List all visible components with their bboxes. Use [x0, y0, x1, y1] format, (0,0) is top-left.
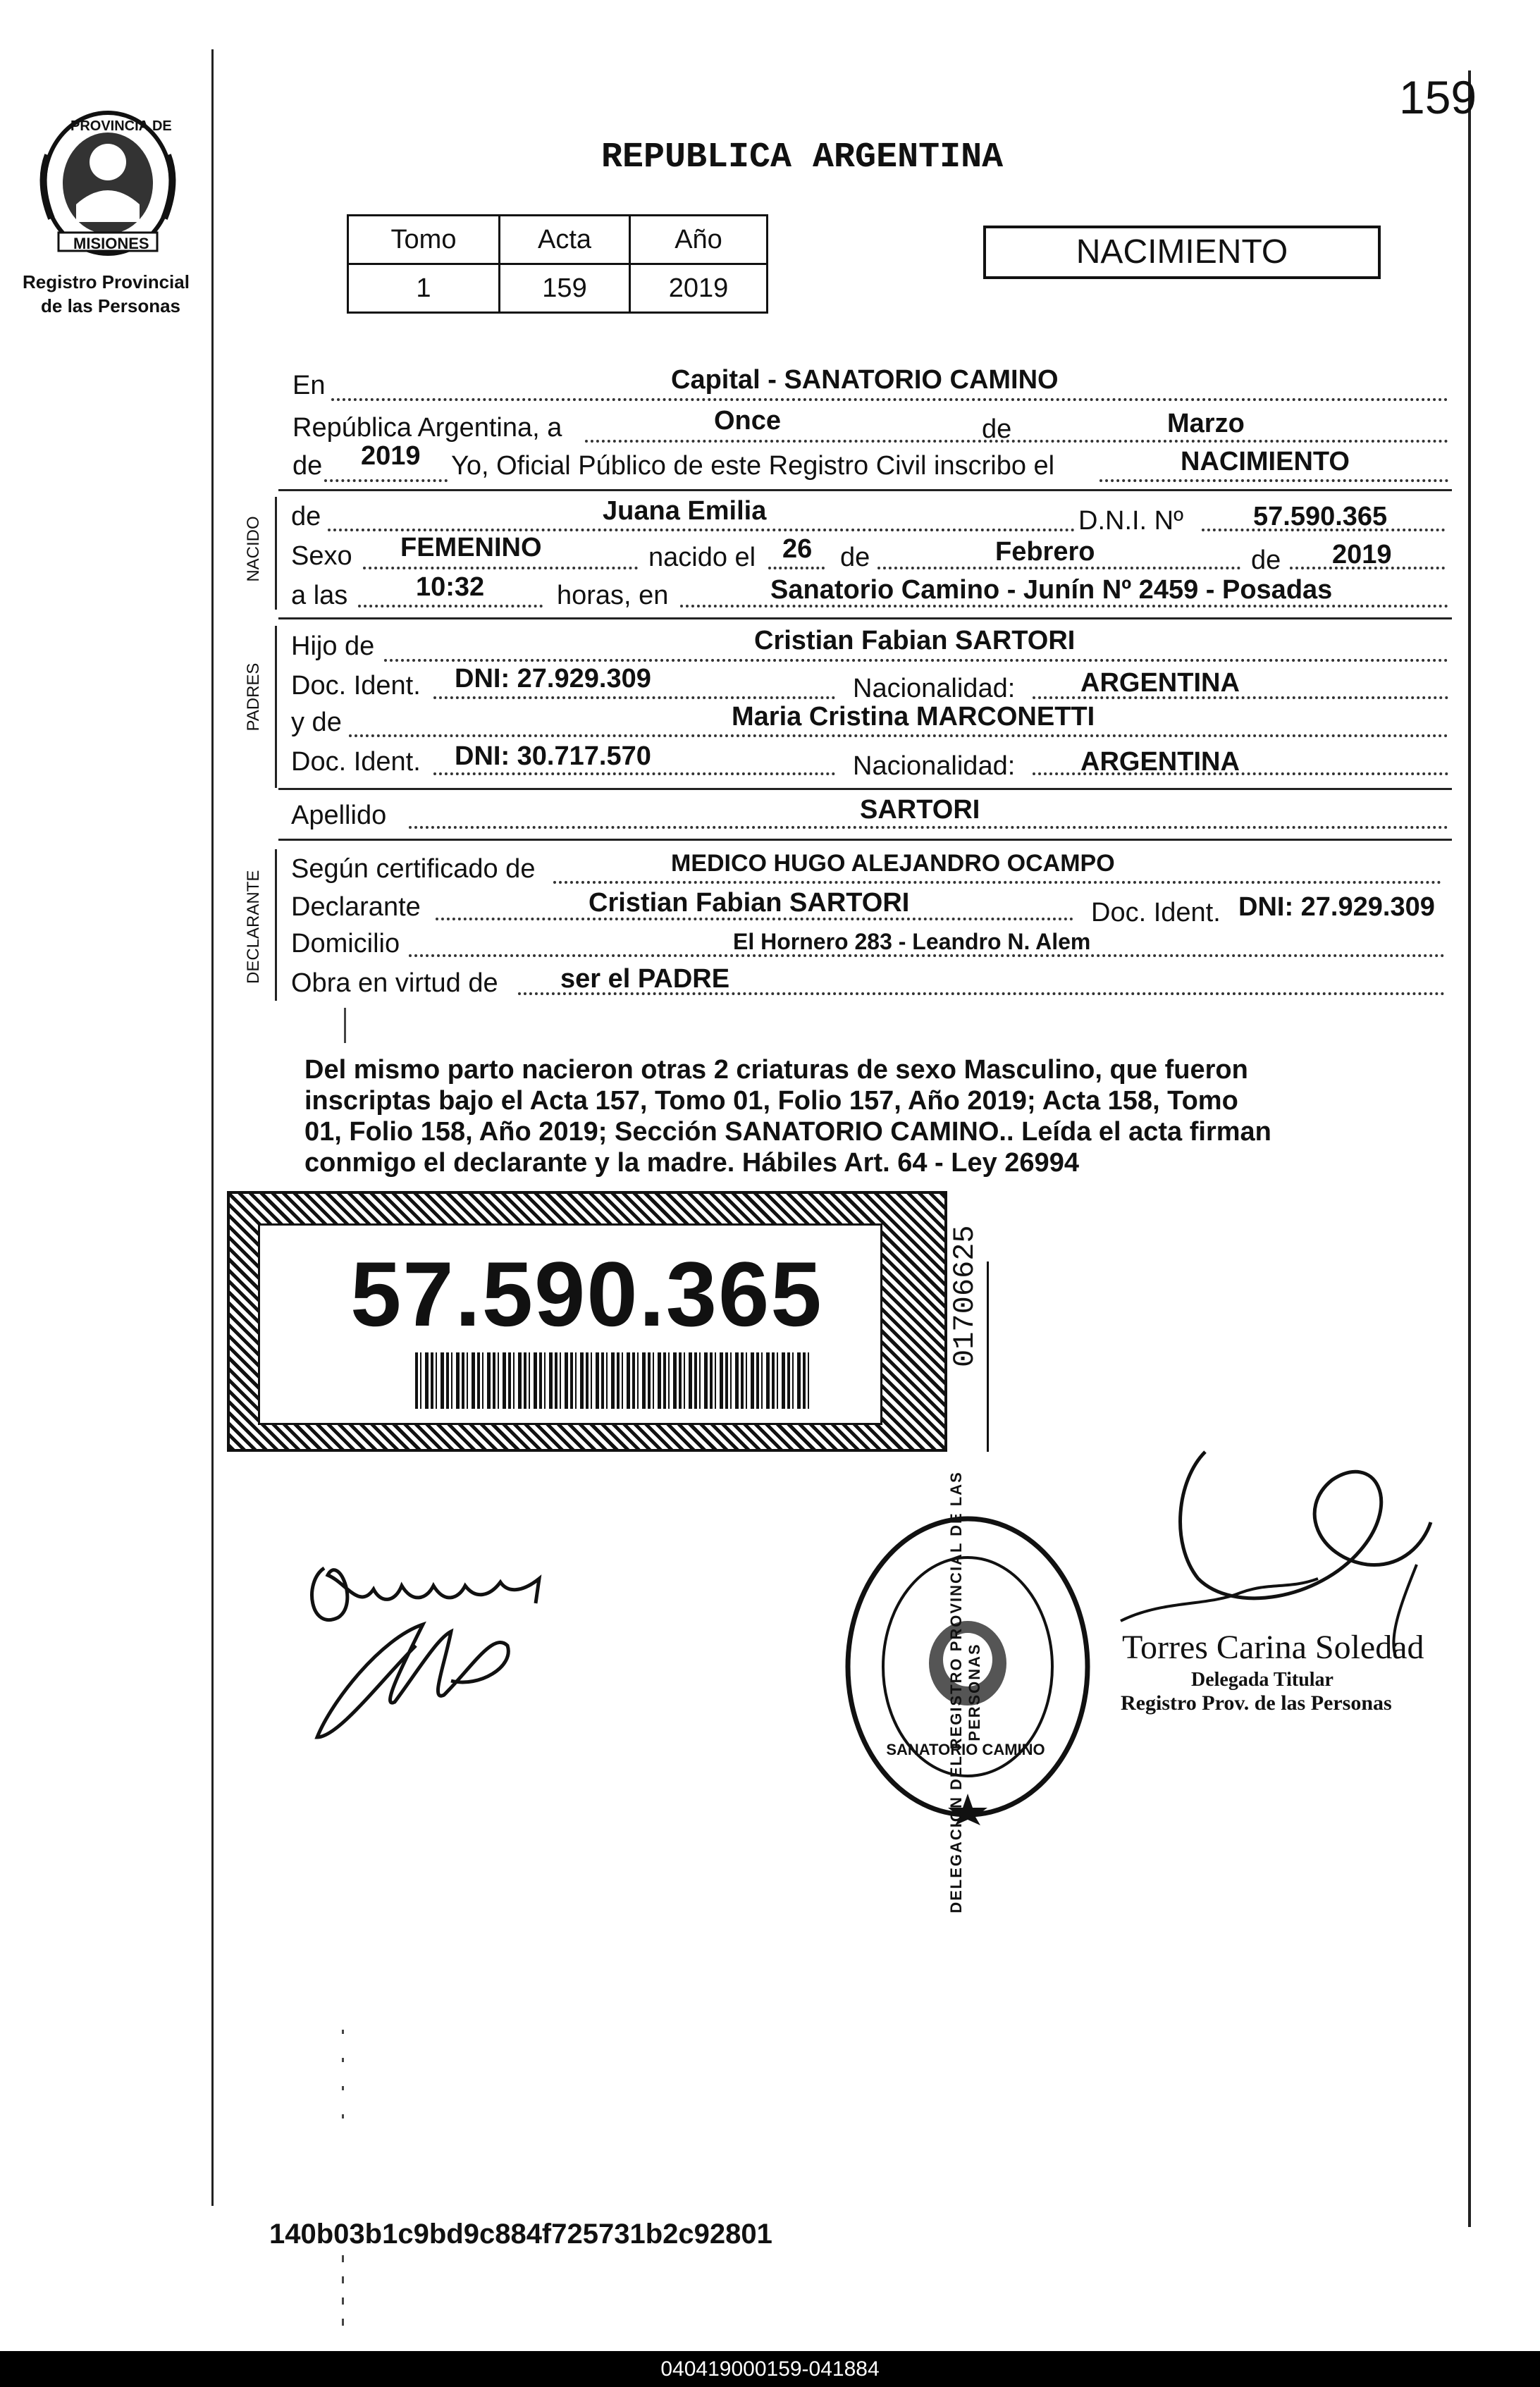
- birth-day: 26: [782, 534, 813, 564]
- dom-value: El Hornero 283 - Leandro N. Alem: [733, 929, 1091, 954]
- year-value: 2019: [361, 441, 421, 471]
- birth-year: 2019: [1332, 540, 1392, 569]
- apellido-value: SARTORI: [860, 795, 980, 825]
- document-hash: 140b03b1c9bd9c884f725731b2c92801: [269, 2219, 772, 2250]
- register-table: [347, 214, 768, 314]
- birth-month: Febrero: [995, 537, 1095, 567]
- table-value-acta: 159: [500, 264, 630, 313]
- right-margin-line: [1468, 70, 1471, 2227]
- birth-time: 10:32: [416, 572, 485, 602]
- nacido-bracket: [275, 497, 277, 610]
- person-name: Juana Emilia: [603, 496, 767, 526]
- notes-paragraph: [304, 1054, 1432, 1178]
- padres-bracket: [275, 626, 277, 788]
- country-title: REPUBLICA ARGENTINA: [601, 137, 1004, 178]
- sticker-serial: 01706625: [948, 1225, 982, 1367]
- de-label: de: [982, 414, 1012, 444]
- notes-line-4: conmigo el declarante y la madre. Hábiles Art. 64 - Ley 26994: [304, 1148, 1079, 1178]
- yde-label: y de: [291, 708, 342, 737]
- nacido-label: nacido el: [648, 543, 756, 572]
- republica-label: República Argentina, a: [292, 413, 562, 443]
- side-label-nacido: NACIDO: [244, 516, 263, 582]
- notes-line-1: Del mismo parto nacieron otras 2 criaturas de sexo Masculino, que fueron: [304, 1055, 1248, 1085]
- dotted-line: [409, 826, 1448, 829]
- dotted-line: [324, 479, 448, 482]
- sticker-number: 57.590.365: [350, 1242, 823, 1345]
- dotted-line: [384, 659, 1448, 662]
- decl-label: Declarante: [291, 892, 421, 922]
- stamp-inner-text: SANATORIO CAMINO: [886, 1741, 1045, 1758]
- table-header-acta: Acta: [500, 216, 630, 264]
- footer-bar: [0, 2351, 1540, 2387]
- declarante-bracket: [275, 849, 277, 1001]
- dotted-line: [349, 734, 1448, 737]
- alas-label: a las: [291, 581, 348, 610]
- table-header-ano: Año: [630, 216, 768, 264]
- doc-label-2: Doc. Ident.: [291, 747, 421, 777]
- nac-label: Nacionalidad:: [853, 674, 1016, 703]
- sexo-value: FEMENINO: [400, 533, 542, 562]
- hijo-label: Hijo de: [291, 631, 375, 661]
- table-value-tomo: 1: [348, 264, 500, 313]
- mother-name: Maria Cristina MARCONETTI: [732, 702, 1095, 732]
- dotted-line: [1099, 479, 1448, 482]
- dotted-line: [585, 440, 1448, 443]
- serial-rule: [987, 1262, 989, 1452]
- en-value: Capital - SANATORIO CAMINO: [671, 365, 1059, 395]
- dotted-line: [553, 881, 1441, 884]
- de-label-3: de: [1251, 545, 1281, 575]
- dotted-line: [433, 696, 835, 699]
- birth-place: Sanatorio Camino - Junín Nº 2459 - Posadas: [770, 575, 1333, 605]
- official-office: Registro Prov. de las Personas: [1121, 1691, 1392, 1715]
- sexo-label: Sexo: [291, 541, 352, 571]
- seal-bottom-text: MISIONES: [73, 235, 149, 252]
- cert-label: Según certificado de: [291, 854, 536, 884]
- dotted-line: [768, 567, 825, 569]
- dotted-line: [409, 954, 1445, 957]
- de-person-label: de: [291, 502, 321, 531]
- side-label-padres: PADRES: [244, 662, 263, 732]
- obra-label: Obra en virtud de: [291, 968, 498, 998]
- dni-value: 57.590.365: [1253, 502, 1388, 531]
- declarant-signature: [296, 1526, 578, 1751]
- decl-value: Cristian Fabian SARTORI: [589, 888, 910, 918]
- day-value: Once: [714, 406, 782, 436]
- official-title: Delegada Titular: [1191, 1669, 1333, 1691]
- seal-top-text: PROVINCIA DE: [70, 118, 172, 134]
- dom-label: Domicilio: [291, 929, 400, 958]
- left-margin-line: [211, 49, 214, 2206]
- table-value-ano: 2019: [630, 264, 768, 313]
- margin-tick: [342, 2030, 344, 2135]
- dotted-line: [331, 398, 1448, 401]
- record-type: NACIMIENTO: [1076, 233, 1288, 271]
- dotted-line: [328, 529, 1075, 531]
- registry-name-line2: de las Personas: [41, 295, 180, 316]
- decl-doc-value: DNI: 27.929.309: [1238, 892, 1435, 922]
- record-type-box: [983, 226, 1381, 279]
- father-nat: ARGENTINA: [1080, 668, 1240, 698]
- notes-line-2: inscriptas bajo el Acta 157, Tomo 01, Folio 157, Año 2019; Acta 158, Tomo: [304, 1086, 1238, 1116]
- table-header-tomo: Tomo: [348, 216, 500, 264]
- dotted-line: [877, 567, 1240, 569]
- cert-value: MEDICO HUGO ALEJANDRO OCAMPO: [671, 850, 1115, 877]
- dotted-line: [436, 918, 1073, 920]
- dotted-line: [433, 772, 835, 775]
- nac-label-2: Nacionalidad:: [853, 751, 1016, 781]
- dotted-line: [358, 605, 543, 607]
- oficial-text: Yo, Oficial Público de este Registro Civil inscribo el: [451, 451, 1055, 481]
- sticker-barcode: [415, 1352, 810, 1409]
- decl-doc-label: Doc. Ident.: [1091, 898, 1221, 927]
- horas-label: horas, en: [557, 581, 669, 610]
- separator-line: [278, 788, 1452, 790]
- doc-label: Doc. Ident.: [291, 671, 421, 701]
- footer-code: 040419000159-041884: [660, 2357, 880, 2381]
- de-label-2: de: [840, 543, 870, 572]
- father-name: Cristian Fabian SARTORI: [754, 626, 1076, 655]
- en-label: En: [292, 371, 326, 400]
- separator-line: [278, 839, 1452, 841]
- dotted-line: [680, 605, 1448, 607]
- margin-tick: [342, 2255, 344, 2333]
- registry-name-line1: Registro Provincial: [23, 271, 190, 292]
- stamp-ring-text: DELEGACION DEL REGISTRO PROVINCIAL DE LAS PERSONAS: [947, 1471, 983, 1913]
- dotted-line: [363, 567, 638, 569]
- page-number: 159: [1399, 71, 1477, 123]
- year-prefix: de: [292, 451, 323, 481]
- act-value: NACIMIENTO: [1181, 447, 1350, 476]
- apellido-label: Apellido: [291, 801, 387, 830]
- margin-tick: [344, 1008, 346, 1043]
- sticker-inner-panel: [258, 1223, 882, 1425]
- separator-line: [278, 617, 1452, 619]
- mother-nat: ARGENTINA: [1080, 747, 1240, 777]
- id-sticker: [227, 1191, 947, 1452]
- separator-line: [278, 489, 1452, 491]
- notes-line-3: 01, Folio 158, Año 2019; Sección SANATORIO CAMINO.. Leída el acta firman: [304, 1117, 1271, 1147]
- official-name: Torres Carina Soledad: [1122, 1629, 1424, 1666]
- obra-value: ser el PADRE: [560, 964, 730, 994]
- dni-label: D.N.I. Nº: [1078, 506, 1183, 536]
- father-doc: DNI: 27.929.309: [455, 664, 651, 693]
- side-label-declarante: DECLARANTE: [244, 870, 263, 984]
- month-value: Marzo: [1167, 409, 1245, 438]
- mother-doc: DNI: 30.717.570: [455, 741, 651, 771]
